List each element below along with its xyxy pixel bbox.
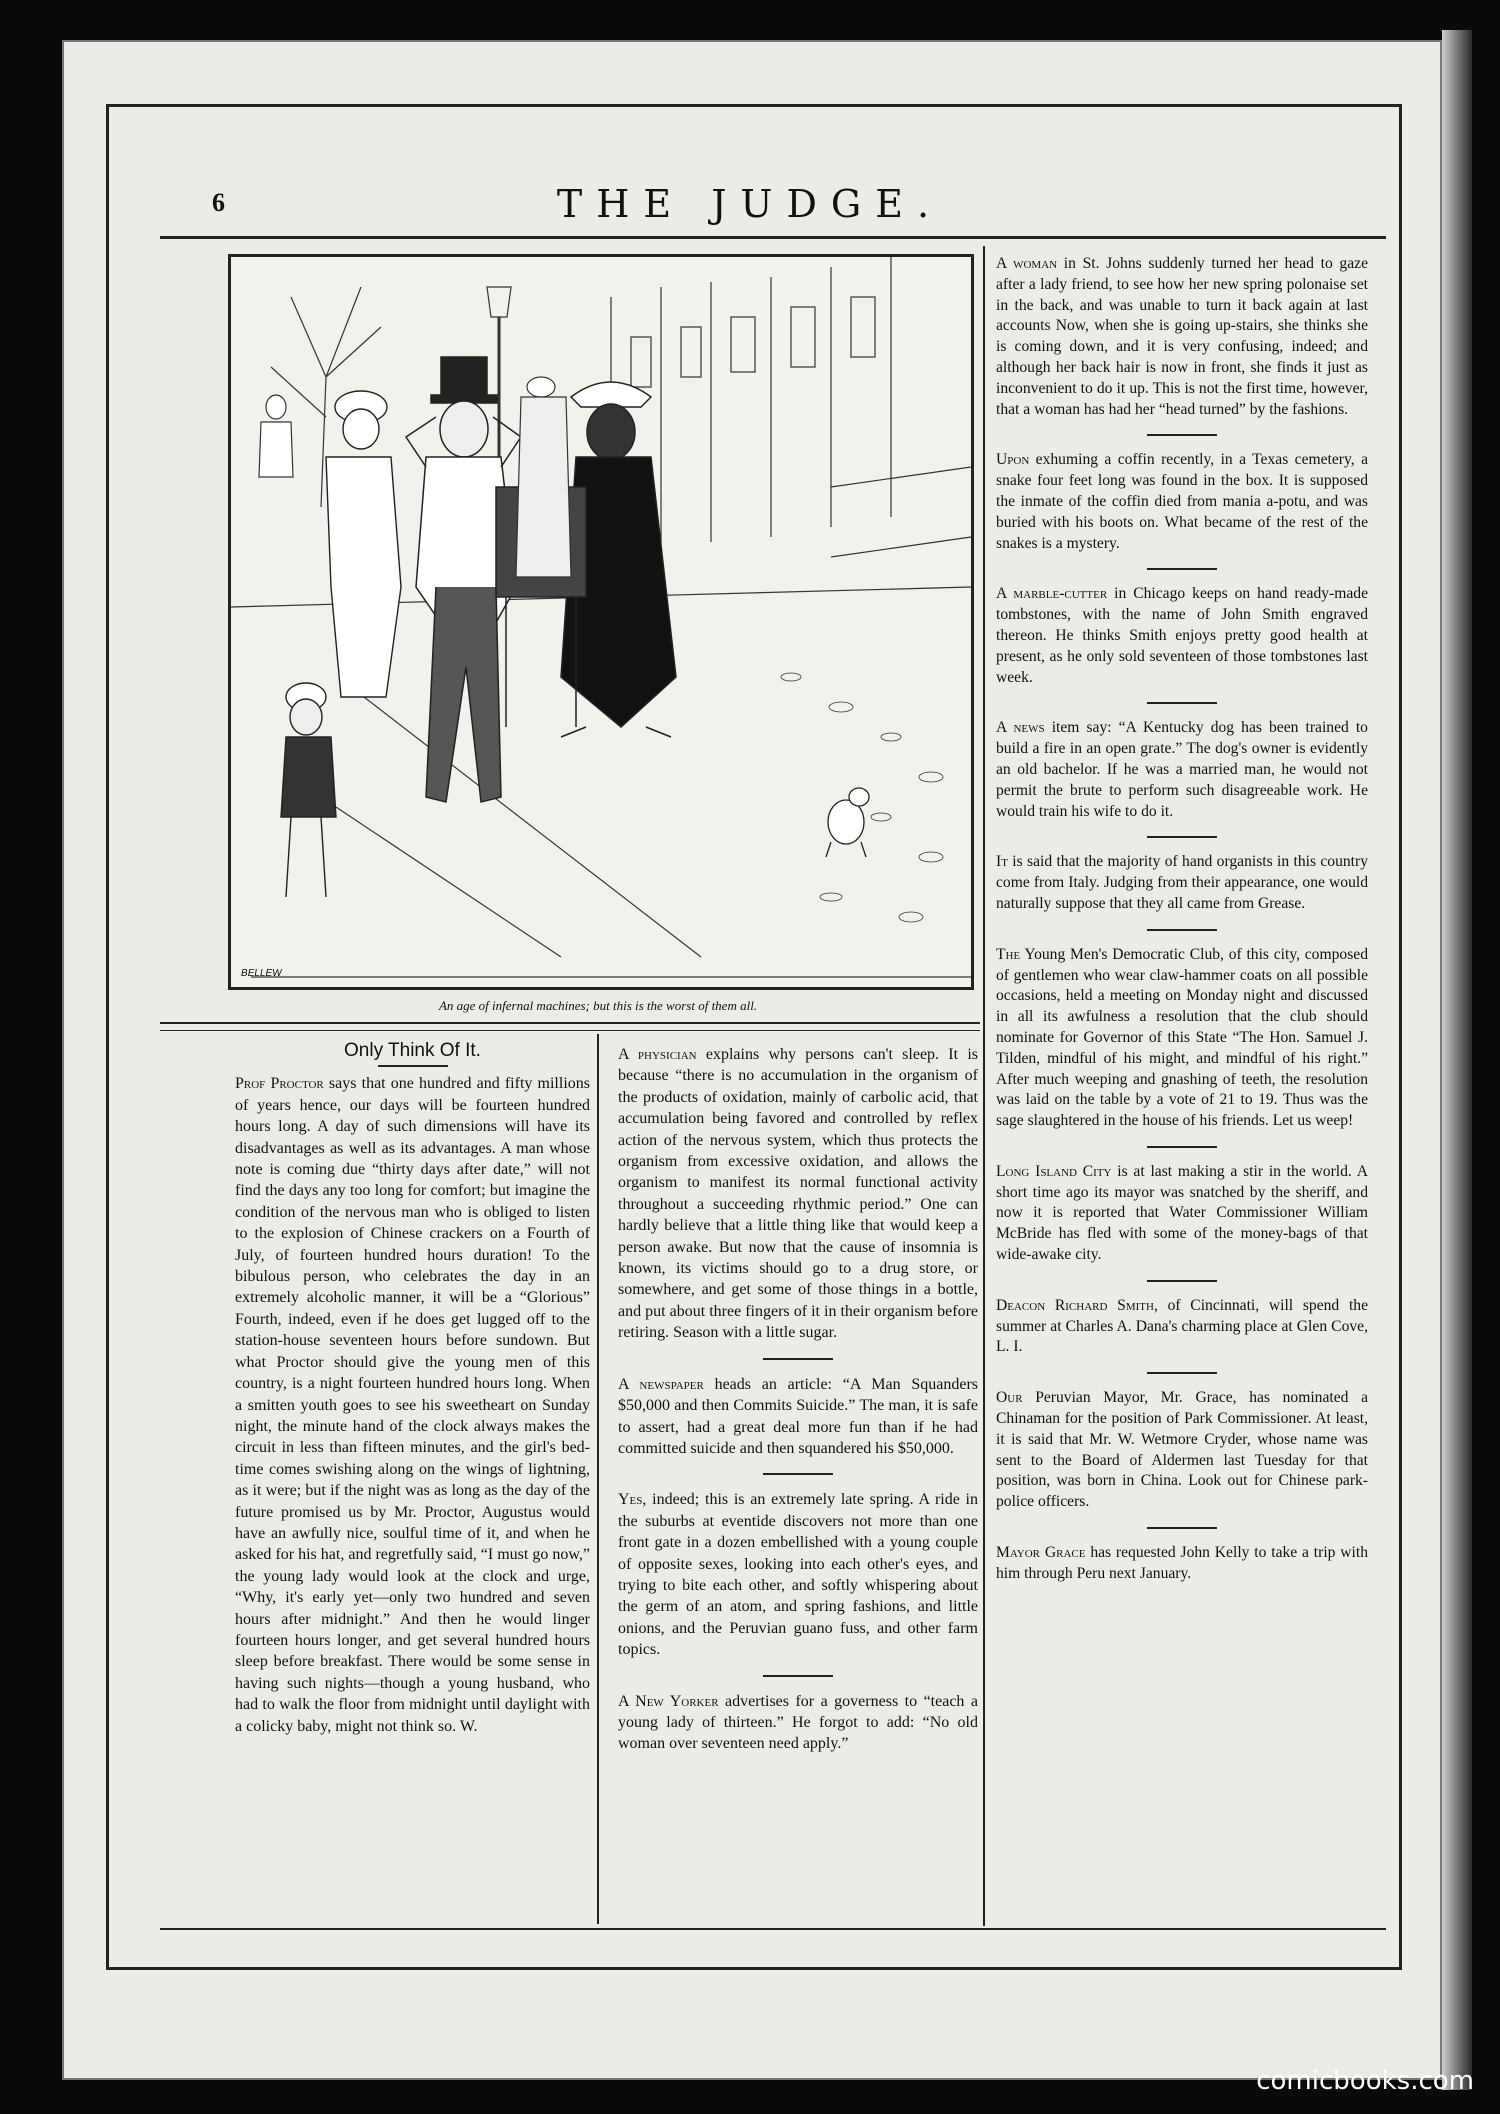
paragraph-rule [1147,702,1217,704]
paragraph-rule [763,1473,833,1475]
paragraph [996,1296,1368,1358]
left-column [235,1040,590,1737]
paragraph-lead: Deacon Richard Smith, [996,1296,1158,1314]
paragraph [996,1388,1368,1513]
article-paragraph [235,1073,590,1737]
paragraph-rule [1147,434,1217,436]
paragraph-body: explains why persons can't sleep. It is because “there is no accumulation in the organism of the products of oxidation, mainly of carbolic acid, that accumulation being favored and controlled by reflex action of the nervous system, which thus protects the organism from excessive oxidation, and allows the organism to manifest its normal functional activity throughout a succeeding rhythmic period.” One can hardly believe that a little thing like that would keep a person awake. But now that the cause of insomnia is known, its victims should go to a drug store, or somewhere, and get some of those things in a bottle, and put about three fingers of it in their organism before retiring. Season with a little sugar. [618,1046,979,1342]
paragraph-lead: A physician [618,1046,697,1063]
paragraph [996,1162,1368,1266]
right-column [996,254,1368,1599]
paragraph-body: heads an article: “A Man Squanders $50,000 and then Commits Suicide.” The man, it is safe to assert, had a great deal more fun than if he had committed suicide and then squandered his $50,000. [618,1375,979,1457]
illustration-caption: An age of infernal machines; but this is the worst of them all. [438,998,758,1013]
heading-rule [378,1065,448,1067]
illustration-rule [160,1022,980,1024]
paragraph-lead: It [996,853,1008,871]
column-divider-left [597,1034,599,1924]
paragraph-body: advertises for a governess to “teach a young lady of thirteen.” He forgot to add: “No old woman over seventeen need apply.” [618,1692,978,1753]
page-edge [1442,30,1472,2090]
paragraph-body: of Cincinnati, will spend the summer at Charles A. Dana's charming place at Glen Cove, L. I. [996,1296,1368,1356]
paragraph-lead: Upon [996,451,1030,469]
paragraph [996,945,1368,1132]
paragraph-body: in Chicago keeps on hand ready-made tombstones, with the name of John Smith engraved thereon. He thinks Smith enjoys pretty good health at present, as he only sold seventeen of those tombstones last week. [996,585,1369,686]
paragraph-rule [763,1675,833,1677]
paragraph-rule [763,1358,833,1360]
paragraph-lead: A New Yorker [618,1692,719,1710]
paragraph [618,1691,978,1755]
paragraph-lead: The [996,945,1021,963]
page-number: 6 [212,188,225,217]
paragraph [996,254,1368,420]
paragraph-body: item say: “A Kentucky dog has been trained to build a fire in an open grate.” The dog's owner is evidently an old bachelor. If he was a married man, he would not permit the brute to perform such disagreeable work. He would train his wife to do it. [996,719,1368,820]
paragraph [996,1543,1368,1585]
paragraph-body: in St. Johns suddenly turned her head to gaze after a lady friend, to see how her new spring polonaise set in the back, and was unable to turn it back again at last accounts Now, when she is going up-stairs, she thinks she is coming down, and it is very confusing, indeed; and although her back hair is now in front, she finds it just as inconvenient to do it up. This is not the first time, however, that a woman has had her “head turned” by the fashions. [996,255,1368,418]
paragraph-lead: Prof Proctor [235,1075,324,1093]
paragraph [996,718,1368,822]
paragraph [996,584,1368,688]
paragraph [996,450,1368,554]
paragraph-body: Young Men's Democratic Club, of this city, composed of gentlemen who wear claw-hammer coats on all possible occasions, held a meeting on Monday night and discussed in all its awfulness a resolution that the club should nominate for Governor of this State “The Hon. Samuel J. Tilden, mindful of his might, and mindful of his right.” After much weeping and gnashing of teeth, the resolution was laid on the table by a vote of 21 to 19. Thus was the sage slaughtered in the house of his friends. Let us weep! [996,945,1368,1130]
paragraph-body: is said that the majority of hand organists in this country come from Italy. Judging from their appearance, one would naturally suppose that they all came from Grease. [996,853,1368,912]
paragraph-body: is at last making a stir in the world. A short time ago its mayor was snatched by the sheriff, and now it is reported that Water Commissioner William McBride has fled with some of the money-bags of that wide-awake city. [996,1162,1368,1264]
paragraph-body: indeed; this is an extremely late spring. A ride in the suburbs at eventide discovers not more than one front gate in a dozen embellished with a young couple of opposite sexes, looking into each other's eyes, and trying to bite each other, and softly whispering about the germ of an atom, and spring fashions, and little onions, and the Peruvian guano fuss, and other farm topics. [618,1491,979,1659]
site-watermark: comicbooks.com [1256,2066,1474,2096]
article-heading: Only Think Of It. [344,1040,481,1061]
paragraph-lead: A news [996,719,1045,737]
masthead-rule [160,236,1386,239]
page-bottom-rule [160,1928,1386,1930]
paragraph-lead: A marble-cutter [996,585,1108,603]
paragraph-rule [1147,1146,1217,1148]
paragraph [618,1374,978,1460]
paragraph-lead: Long Island City [996,1162,1112,1180]
paragraph-lead: A woman [996,255,1058,272]
paragraph-rule [1147,836,1217,838]
paragraph-rule [1147,1372,1217,1374]
paragraph-body: exhuming a coffin recently, in a Texas cemetery, a snake four feet long was found in the box. It is supposed the inmate of the coffin died from mania a-potu, and was buried with his boots on. What became of the rest of the snakes is a mystery. [996,451,1368,552]
paragraph-lead: A newspaper [618,1375,704,1393]
paragraph-rule [1147,568,1217,570]
middle-column [618,1044,978,1769]
paragraph-rule [1147,929,1217,931]
masthead-title: THE JUDGE. [556,182,944,226]
paragraph-lead: Yes, [618,1491,647,1509]
cartoon-drawing [231,257,971,987]
illustration-rule-2 [160,1030,980,1031]
paragraph [618,1044,978,1344]
cartoon-illustration [228,254,974,990]
paragraph-body: has requested John Kelly to take a trip with him through Peru next January. [996,1544,1369,1582]
column-divider-right [983,246,985,1926]
paragraph-lead: Mayor Grace [996,1544,1086,1562]
artist-signature: BELLEW [240,968,283,979]
paragraph-rule [1147,1280,1217,1282]
paragraph-rule [1147,1527,1217,1529]
paragraph-body: says that one hundred and fifty millions of years hence, our days will be fourteen hundred hours long. A day of such dimensions will have its disadvantages as well as its advantages. A man whose note is coming due “thirty days after date,” will not find the days any too long for comfort; but imagine the condition of the nervous man who is obliged to listen to the explosion of Chinese crackers on a Fourth of July, of fourteen hundred hours duration! To the bibulous person, who celebrates the day in an extremely alcoholic manner, it will be a “Glorious” Fourth, indeed, even if he does get lugged off to the station-house seventeen hours before sundown. But what Proctor should give the young men of this country, is a night fourteen hundred hours long. When a smitten youth goes to see his sweetheart on Sunday night, the minute hand of the clock always makes the circuit in less than fifteen minutes, and the girl's bed-time comes swishing along on the wings of lightning, as it were; but if the night was as long as the day of the future promised us by Mr. Proctor, Augustus would have an awfully nice, soulful time of it, and when he asked for his hat, and regretfully said, “I must go now,” the young lady would look at the clock and urge, “Why, it's early yet—only two hundred and seven hours after midnight.” And then he would linger fourteen hours longer, and get several hundred hours sleep before breakfast. There would be some sense in having such nights—though a young husband, who had to walk the floor from midnight until daylight with a colicky baby, might not think so. W. [235,1075,590,1735]
paragraph [618,1489,978,1660]
paragraph-body: Peruvian Mayor, Mr. Grace, has nominated a Chinaman for the position of Park Commissioner. At least, it is said that Mr. W. Wetmore Cryder, whose name was sent to the Board of Aldermen last Tuesday for that position, was born in China. Look out for Chinese park-police officers. [996,1389,1368,1511]
paragraph-lead: Our [996,1389,1023,1407]
paragraph [996,852,1368,914]
